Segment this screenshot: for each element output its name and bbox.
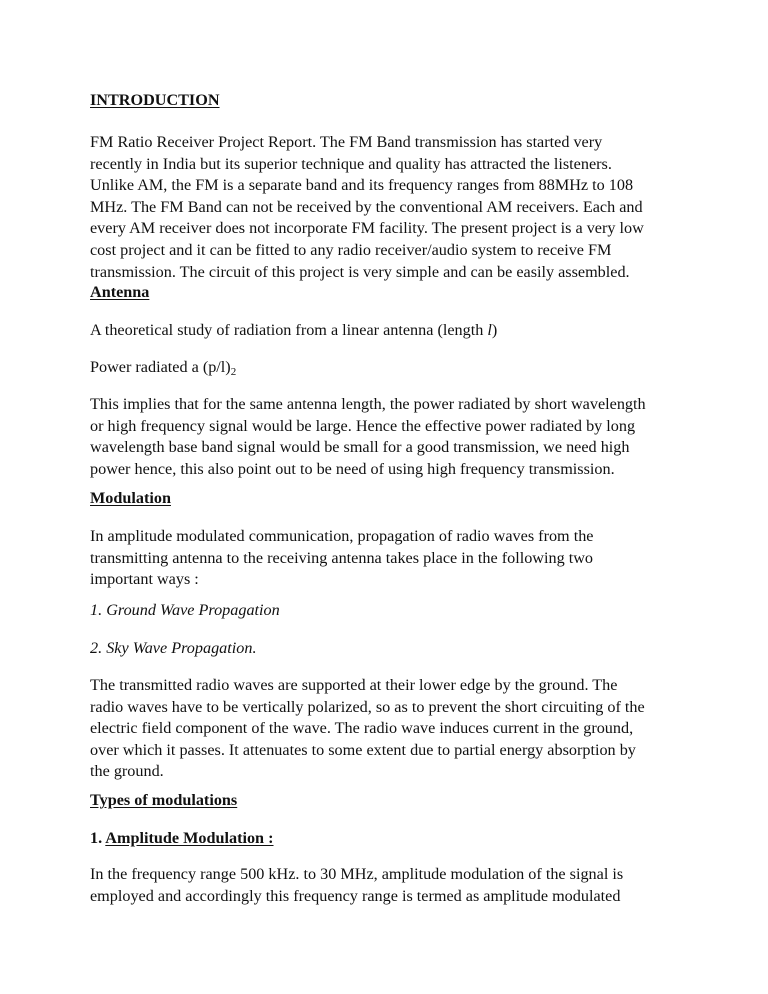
intro-line-1: FM Ratio Receiver Project Report. The FM Band transmission has started very — [90, 133, 603, 151]
modulation-paragraph — [90, 526, 690, 591]
intro-line-4: MHz. The FM Band can not be received by the conventional AM receivers. Each and — [90, 197, 643, 216]
antenna-line-2: or high frequency signal would be large. Hence the effective power radiated by long — [90, 416, 636, 435]
propagation-paragraph — [90, 675, 690, 783]
antenna-line-3: wavelength base band signal would be small for a good transmission, we need high — [90, 438, 630, 457]
antenna-length-variable: l — [487, 321, 492, 339]
antenna-study-text: A theoretical study of radiation from a linear antenna (length — [90, 321, 488, 339]
power-formula-subscript: 2 — [230, 366, 237, 378]
power-formula-text: Power radiated a (p/l) — [90, 358, 231, 376]
propagation-line-3: electric field component of the wave. The radio wave induces current in the ground, — [90, 719, 634, 738]
intro-paragraph — [90, 132, 690, 283]
amplitude-modulation-number: 1. — [90, 829, 106, 847]
intro-line-7: transmission. The circuit of this project is very simple and can be easily assembled. — [90, 262, 630, 281]
intro-line-3: Unlike AM, the FM is a separate band and its frequency ranges from 88MHz to 108 — [90, 176, 634, 195]
antenna-line-1: This implies that for the same antenna length, the power radiated by short wavelength — [90, 395, 646, 413]
antenna-paragraph — [90, 394, 690, 480]
intro-line-2: recently in India but its superior technique and quality has attracted the listeners. — [90, 154, 612, 173]
heading-amplitude-modulation — [90, 828, 690, 850]
propagation-item-sky-wave: 2. Sky Wave Propagation. — [90, 639, 257, 657]
antenna-line-4: power hence, this also point out to be need of using high frequency transmission. — [90, 459, 615, 478]
antenna-study-line — [90, 320, 690, 342]
modulation-line-1: In amplitude modulated communication, propagation of radio waves from the — [90, 527, 594, 545]
antenna-study-end: ) — [491, 321, 498, 339]
heading-types-of-modulations: Types of modulations — [90, 791, 238, 809]
propagation-line-5: the ground. — [90, 762, 164, 781]
propagation-item-ground-wave: 1. Ground Wave Propagation — [90, 601, 280, 619]
heading-introduction: INTRODUCTION — [90, 91, 220, 109]
am-line-1: In the frequency range 500 kHz. to 30 MHz, amplitude modulation of the signal is — [90, 865, 624, 883]
propagation-line-1: The transmitted radio waves are supported at their lower edge by the ground. The — [90, 676, 618, 694]
heading-modulation: Modulation — [90, 489, 171, 507]
am-line-2: employed and accordingly this frequency range is termed as amplitude modulated — [90, 886, 621, 905]
heading-antenna: Antenna — [90, 283, 150, 301]
power-formula-line — [90, 357, 690, 384]
propagation-line-4: over which it passes. It attenuates to some extent due to partial energy absorption by — [90, 740, 636, 759]
modulation-line-3: important ways : — [90, 570, 199, 589]
intro-line-6: cost project and it can be fitted to any radio receiver/audio system to receive FM — [90, 240, 612, 259]
modulation-line-2: transmitting antenna to the receiving antenna takes place in the following two — [90, 548, 594, 567]
intro-line-5: every AM receiver does not incorporate FM facility. The present project is a very low — [90, 219, 644, 238]
amplitude-modulation-paragraph — [90, 864, 690, 907]
amplitude-modulation-title: Amplitude Modulation : — [105, 829, 274, 847]
propagation-line-2: radio waves have to be vertically polarized, so as to prevent the short circuiting of the — [90, 697, 645, 716]
